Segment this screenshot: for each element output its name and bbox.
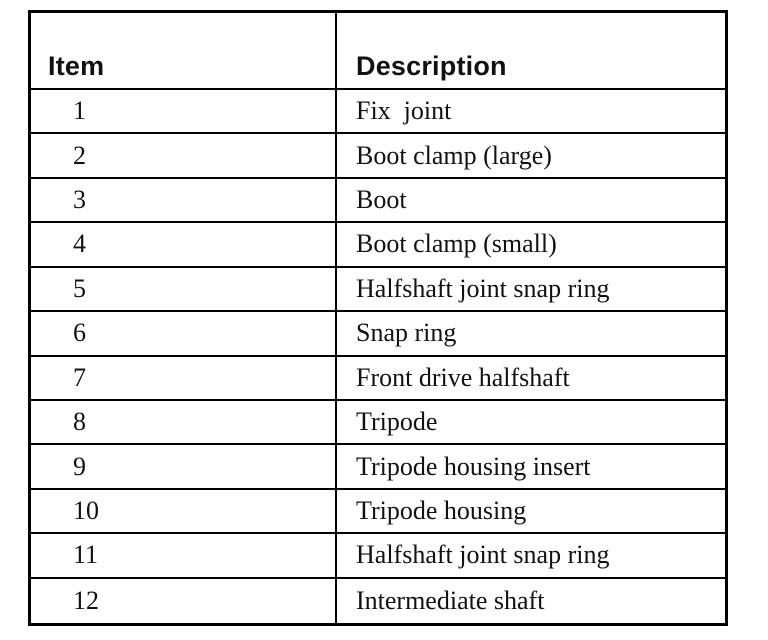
row-6-description: Snap ring — [337, 312, 725, 356]
header-description: Description — [337, 13, 725, 90]
header-item: Item — [31, 13, 337, 90]
row-12-description: Intermediate shaft — [356, 585, 545, 615]
parts-table — [28, 10, 728, 626]
row-7-description: Front drive halfshaft — [337, 357, 725, 401]
row-7-item: 7 — [31, 357, 337, 401]
row-8-description: Tripode — [337, 401, 725, 445]
row-9-description: Tripode housing insert — [337, 445, 725, 489]
row-1-description: Fix joint — [337, 90, 725, 134]
row-4-item: 4 — [31, 223, 337, 267]
row-10-description: Tripode housing — [337, 490, 725, 534]
row-2-description: Boot clamp (large) — [337, 134, 725, 178]
row-9-item: 9 — [31, 445, 337, 489]
row-12-item: 12 — [31, 579, 337, 623]
row-1-item: 1 — [31, 90, 337, 134]
row-10-item: 10 — [31, 490, 337, 534]
row-5-item: 5 — [31, 268, 337, 312]
row-2-item: 2 — [31, 134, 337, 178]
row-11-description: Halfshaft joint snap ring — [337, 534, 725, 578]
row-3-description: Boot — [337, 179, 725, 223]
row-3-item: 3 — [31, 179, 337, 223]
row-8-item: 8 — [31, 401, 337, 445]
row-11-item: 11 — [31, 534, 337, 578]
row-5-description: Halfshaft joint snap ring — [337, 268, 725, 312]
row-6-item: 6 — [31, 312, 337, 356]
row-4-description: Boot clamp (small) — [337, 223, 725, 267]
parts-table-grid — [31, 13, 725, 623]
